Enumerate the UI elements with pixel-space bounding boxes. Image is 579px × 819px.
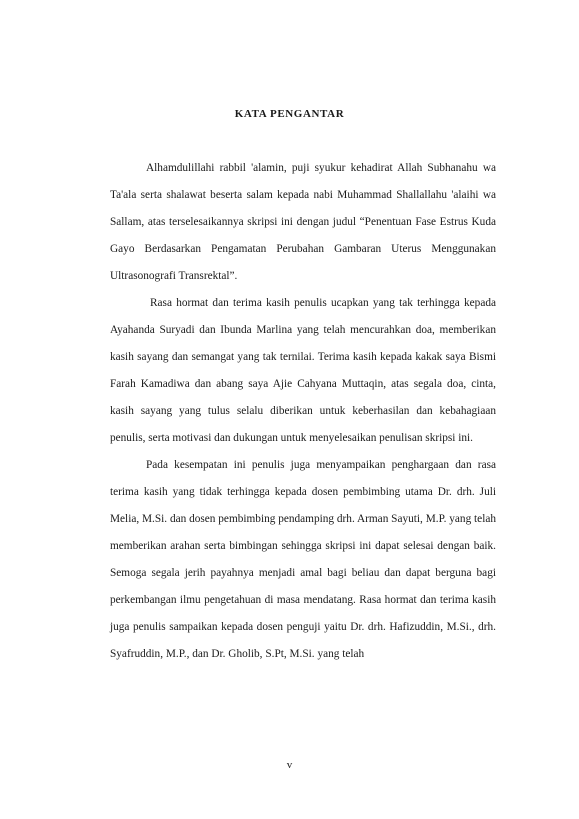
paragraph-advisor-thanks: Pada kesempatan ini penulis juga menyampaikan penghargaan dan rasa terima kasih yang tidak terhingga kepada dosen pembimbing utama Dr. drh. Juli Melia, M.Si. dan dosen pembimbing pendamping drh. Arman Sayuti, M.P. yang telah memberikan arahan serta bimbingan sehingga skripsi ini dapat selesai dengan baik. Semoga segala jerih payahnya menjadi amal bagi beliau dan dapat berguna bagi perkembangan ilmu pengetahuan di masa mendatang. Rasa hormat dan terima kasih juga penulis sampaikan kepada dosen penguji yaitu Dr. drh. Hafizuddin, M.Si., drh. Syafruddin, M.P., dan Dr. Gholib, S.Pt, M.Si. yang telah [110,459,496,660]
paragraph-family-thanks: Rasa hormat dan terima kasih penulis ucapkan yang tak terhingga kepada Ayahanda Suryadi dan Ibunda Marlina yang telah mencurahkan doa, memberikan kasih sayang dan semangat yang tak ternilai. Terima kasih kepada kakak saya Bismi Farah Kamadiwa dan abang saya Ajie Cahyana Muttaqin, atas segala doa, cinta, kasih sayang yang tulus selalu diberikan untuk keberhasilan dan kebahagiaan penulis, serta motivasi dan dukungan untuk menyelesaikan penulisan skripsi ini. [110,297,496,444]
page-number: v [286,759,293,771]
document-body [110,155,496,668]
page-title: KATA PENGANTAR [234,108,345,120]
paragraph-opening: Alhamdulillahi rabbil 'alamin, puji syukur kehadirat Allah Subhanahu wa Ta'ala serta shalawat beserta salam kepada nabi Muhammad Shallallahu 'alaihi wa Sallam, atas terselesaikannya skripsi ini dengan judul “Penentuan Fase Estrus Kuda Gayo Berdasarkan Pengamatan Perubahan Gambaran Uterus Menggunakan Ultrasonografi Transrektal”. [110,162,496,282]
